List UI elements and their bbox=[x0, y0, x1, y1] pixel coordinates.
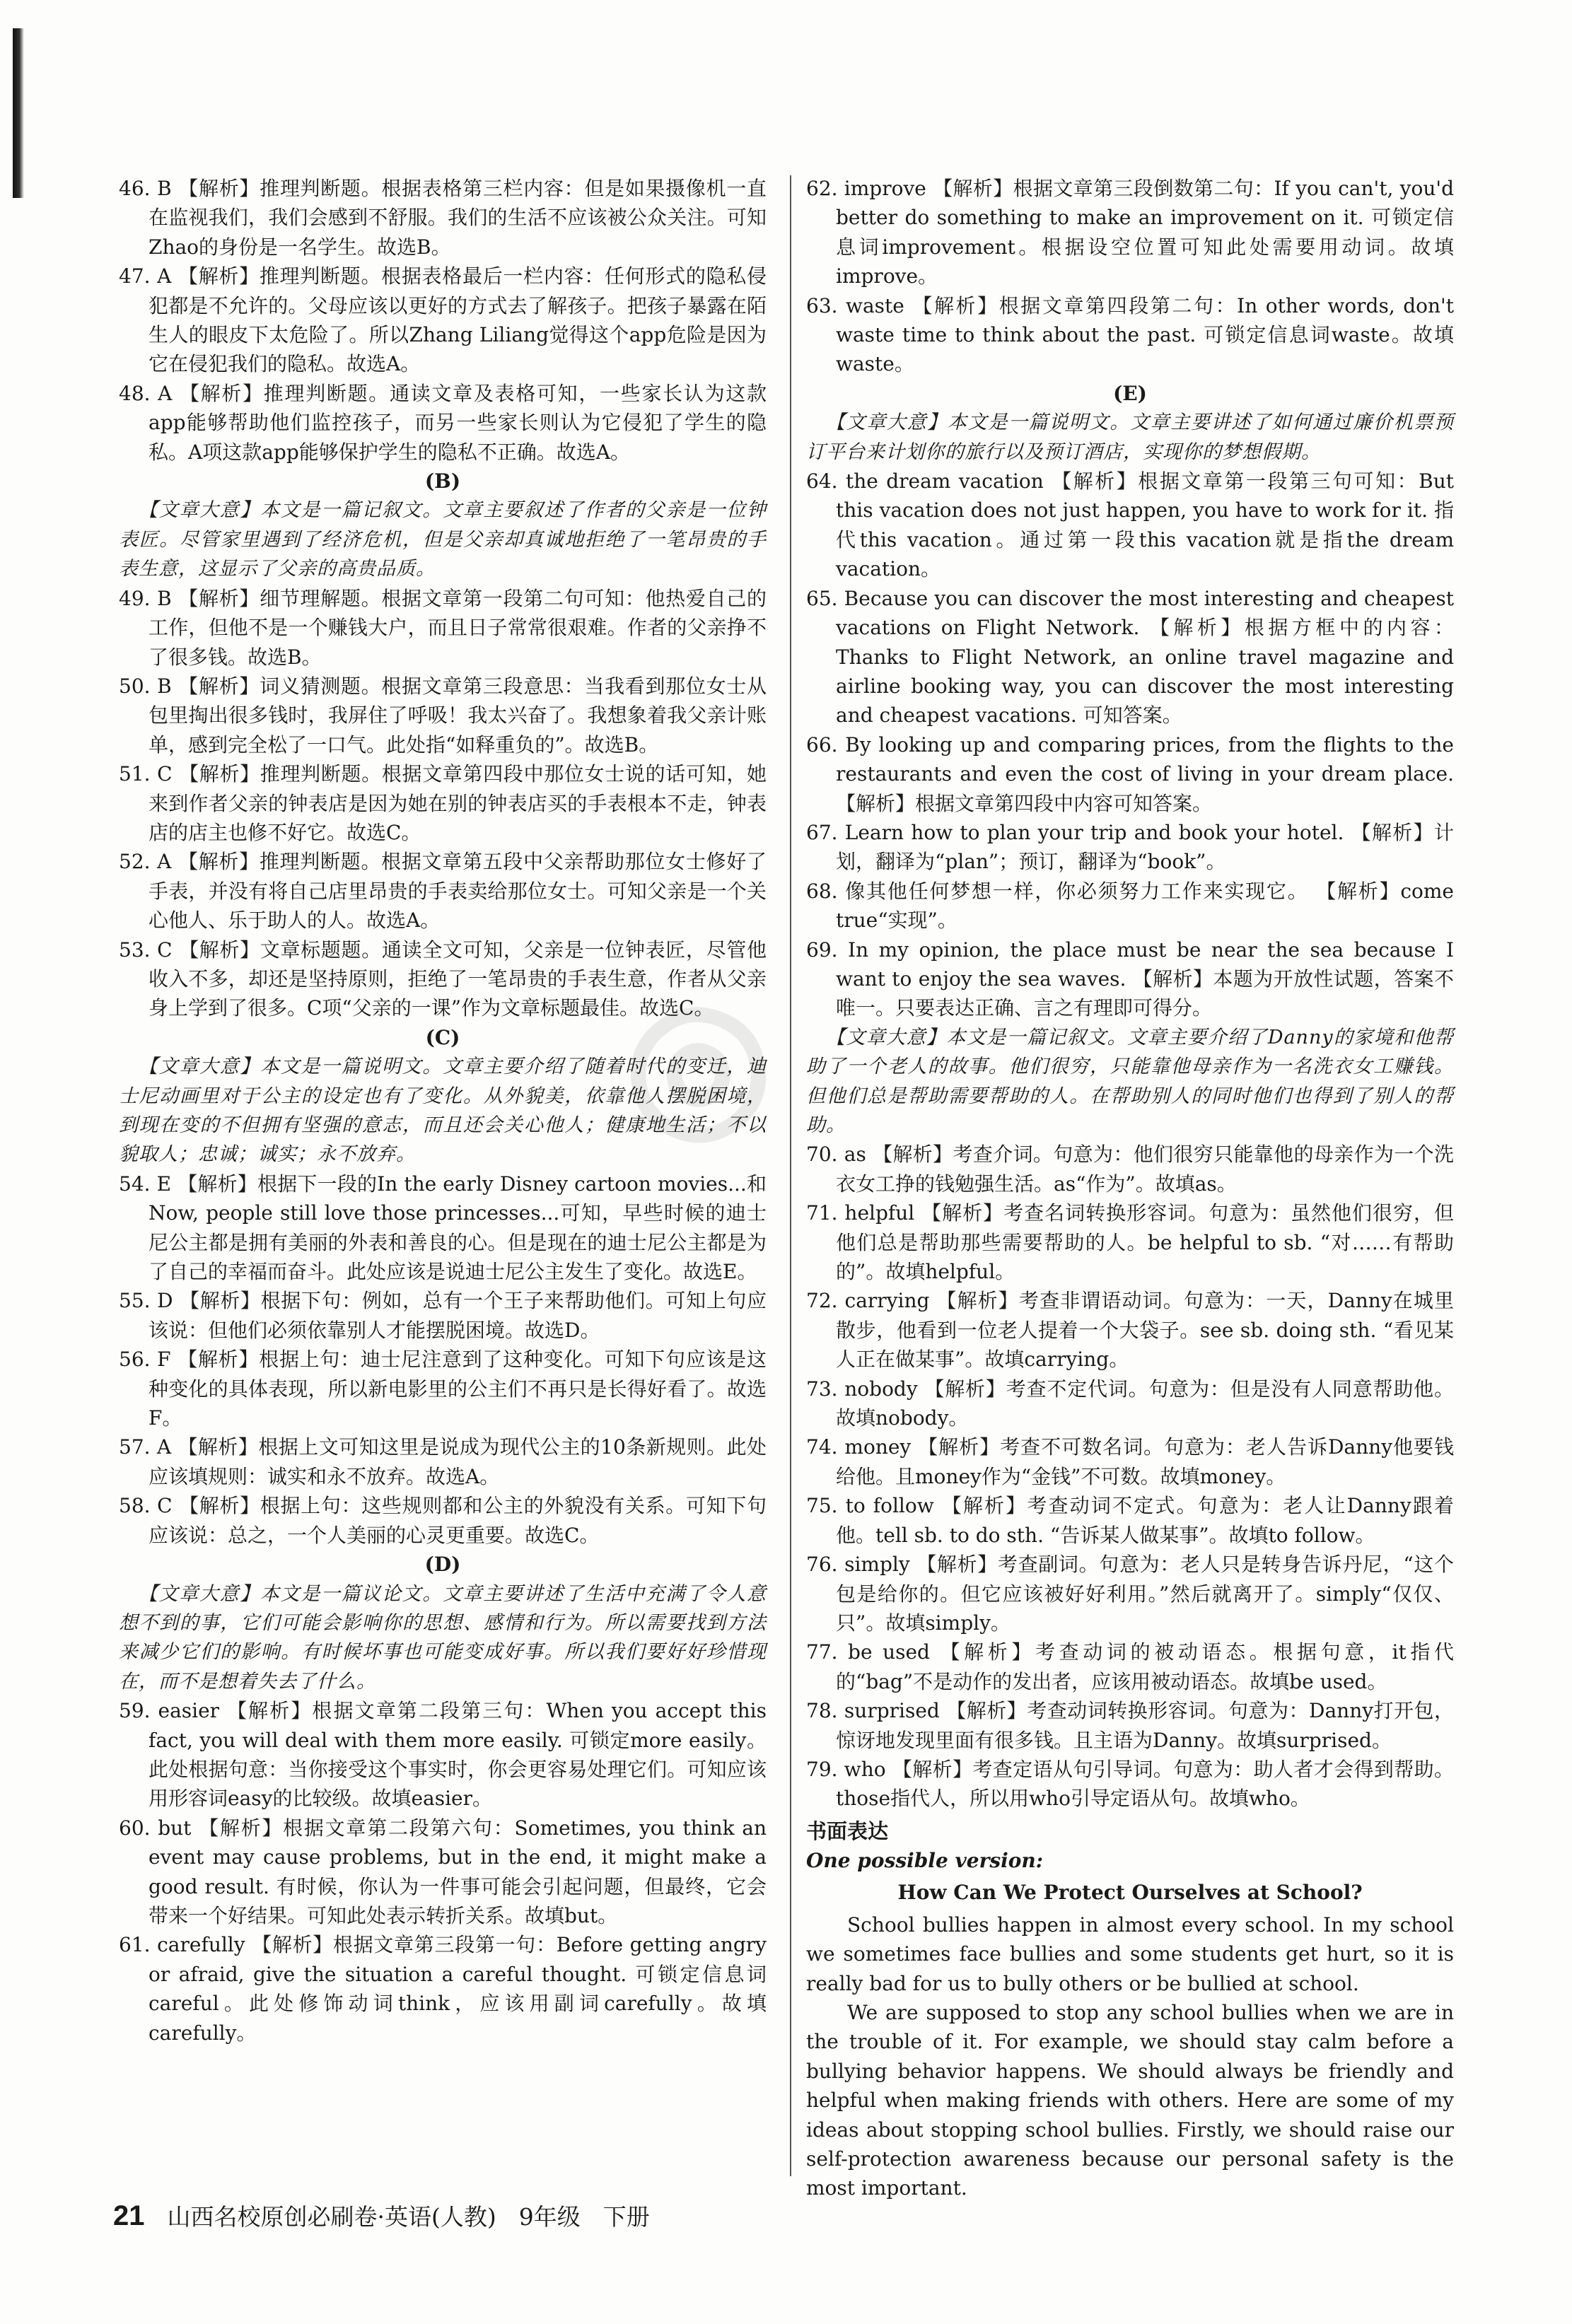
section-heading-b: (B) bbox=[424, 469, 461, 494]
answer-46: 46. B 【解析】推理判断题。根据表格第三栏内容：但是如果摄像机一直在监视我们，我们会感到不舒服。我们的生活不应该被公众关注。可知Zhao的身份是一名学生。故选B。 bbox=[119, 177, 767, 259]
essay-version-label: One possible version: bbox=[806, 1848, 1044, 1872]
answer-62: 62. improve 【解析】根据文章第三段倒数第二句：If you can't, you'd better do something to make an improvement on it. 可锁定信息词improvement。根据设空位置可知此处需要用动词。故填improve。 bbox=[806, 177, 1454, 288]
answer-64: 64. the dream vacation 【解析】根据文章第一段第三句可知：But this vacation does not just happen, you have to work for it. 指代this vacation。通过第一段this vacation就是指the dream vacation。 bbox=[806, 469, 1454, 581]
page-footer bbox=[113, 2199, 650, 2232]
answer-67: 67. Learn how to plan your trip and book your hotel. 【解析】计划，翻译为“plan”；预订，翻译为“book”。 bbox=[806, 820, 1454, 874]
column-divider bbox=[790, 175, 791, 2176]
answer-48: 48. A 【解析】推理判断题。通读文章及表格可知，一些家长认为这款app能够帮助他们监控孩子，而另一些家长则认为它侵犯了学生的隐私。A项这款app能够保护学生的隐私不正确。故选A。 bbox=[119, 381, 767, 464]
answer-55: 55. D 【解析】根据下句：例如，总有一个王子来帮助他们。可知上句应该说：但他们必须依靠别人才能摆脱困境。故选D。 bbox=[119, 1289, 767, 1342]
answer-71: 71. helpful 【解析】考查名词转换形容词。句意为：虽然他们很穷，但他们总是帮助那些需要帮助的人。be helpful to sb. “对……有帮助的”。故填helpful。 bbox=[806, 1201, 1454, 1284]
answer-66: 66. By looking up and comparing prices, from the flights to the restaurants and even the cost of living in your dream place. 【解析】根据文章第四段中内容可知答案。 bbox=[806, 732, 1454, 815]
answer-76: 76. simply 【解析】考查副词。句意为：老人只是转身告诉丹尼，“这个包是给你的。但它应该被好好利用。”然后就离开了。simply“仅仅、只”。故填simply。 bbox=[806, 1553, 1454, 1635]
right-column bbox=[806, 174, 1454, 2203]
answer-75: 75. to follow 【解析】考查动词不定式。句意为：老人让Danny跟着他。tell sb. to do sth. “告诉某人做某事”。故填to follow。 bbox=[806, 1494, 1454, 1547]
essay-paragraph-2: We are supposed to stop any school bullies when we are in the trouble of it. For example, we should stay calm before a bullying behavior happens. We should always be friendly and helpful when making friends with others. Here are some of my ideas about stopping school bullies. Firstly, we should raise our self-protection awareness because our personal safety is the most important. bbox=[806, 2000, 1454, 2200]
answer-74: 74. money 【解析】考查不可数名词。句意为：老人告诉Danny他要钱给他。且money作为“金钱”不可数。故填money。 bbox=[806, 1435, 1454, 1488]
answer-73: 73. nobody 【解析】考查不定代词。句意为：但是没有人同意帮助他。故填nobody。 bbox=[806, 1377, 1454, 1430]
section-heading-e: (E) bbox=[1113, 381, 1147, 405]
answer-63: 63. waste 【解析】根据文章第四段第二句：In other words, don't waste time to think about the past. 可锁定信息词waste。故填waste。 bbox=[806, 293, 1454, 376]
answer-79: 79. who 【解析】考查定语从句引导词。句意为：助人者才会得到帮助。those指代人，所以用who引导定语从句。故填who。 bbox=[806, 1757, 1454, 1811]
answer-52: 52. A 【解析】推理判断题。根据文章第五段中父亲帮助那位女士修好了手表，并没有将自己店里昂贵的手表卖给那位女士。可知父亲是一个关心他人、乐于助人的人。故选A。 bbox=[119, 850, 767, 933]
answer-47: 47. A 【解析】推理判断题。根据表格最后一栏内容：任何形式的隐私侵犯都是不允许的。父母应该以更好的方式去了解孩子。把孩子暴露在陌生人的眼皮下太危险了。所以Zhang Liliang觉得这个app危险是因为它在侵犯我们的隐私。故选A。 bbox=[119, 264, 767, 376]
essay-paragraph-1: School bullies happen in almost every school. In my school we sometimes face bullies and some students get hurt, so it is really bad for us to bully others or be bullied at school. bbox=[806, 1913, 1454, 1995]
answer-72: 72. carrying 【解析】考查非谓语动词。句意为：一天，Danny在城里散步，他看到一位老人提着一个大袋子。see sb. doing sth. “看见某人正在做某事”。故填carrying。 bbox=[806, 1289, 1454, 1372]
summary-f: 【文章大意】本文是一篇记叙文。文章主要介绍了Danny的家境和他帮助了一个老人的故事。他们很穷，只能靠他母亲作为一名洗衣女工赚钱。但他们总是帮助需要帮助的人。在帮助别人的同时他们也得到了别人的帮助。 bbox=[806, 1026, 1454, 1136]
section-heading-c: (C) bbox=[425, 1025, 460, 1049]
answer-68: 68. 像其他任何梦想一样，你必须努力工作来实现它。 【解析】come true“实现”。 bbox=[806, 879, 1454, 933]
left-column bbox=[119, 174, 767, 2048]
essay-title: How Can We Protect Ourselves at School? bbox=[897, 1880, 1363, 1904]
grade-label: 9年级 bbox=[518, 2203, 581, 2231]
answer-59: 59. easier 【解析】根据文章第二段第三句：When you accept this fact, you will deal with them more easily. 可锁定more easily。此处根据句意：当你接受这个事实时，你会更容易处理它们。可知应该用形容词easy的比较级。故填easier。 bbox=[119, 1699, 767, 1811]
summary-e: 【文章大意】本文是一篇说明文。文章主要讲述了如何通过廉价机票预订平台来计划你的旅行以及预订酒店，实现你的梦想假期。 bbox=[806, 411, 1454, 463]
volume-label: 下册 bbox=[602, 2203, 650, 2231]
page-number: 21 bbox=[113, 2200, 145, 2231]
answer-78: 78. surprised 【解析】考查动词转换形容词。句意为：Danny打开包，惊讶地发现里面有很多钱。且主语为Danny。故填surprised。 bbox=[806, 1699, 1454, 1752]
section-heading-d: (D) bbox=[424, 1553, 461, 1577]
answer-53: 53. C 【解析】文章标题题。通读全文可知，父亲是一位钟表匠，尽管他收入不多，却还是坚持原则，拒绝了一笔昂贵的手表生意，作者从父亲身上学到了很多。C项“父亲的一课”作为文章标题最佳。故选C。 bbox=[119, 938, 767, 1020]
answer-50: 50. B 【解析】词义猜测题。根据文章第三段意思：当我看到那位女士从包里掏出很多钱时，我屏住了呼吸！我太兴奋了。我想象着我父亲计账单，感到完全松了一口气。此处指“如释重负的”。故选B。 bbox=[119, 674, 767, 757]
answer-57: 57. A 【解析】根据上文可知这里是说成为现代公主的10条新规则。此处应该填规则：诚实和永不放弃。故选A。 bbox=[119, 1435, 767, 1488]
writing-section-label: 书面表达 bbox=[806, 1818, 889, 1843]
answer-56: 56. F 【解析】根据上句：迪士尼注意到了这种变化。可知下句应该是这种变化的具体表现，所以新电影里的公主们不再只是长得好看了。故选F。 bbox=[119, 1348, 767, 1430]
summary-c: 【文章大意】本文是一篇说明文。文章主要介绍了随着时代的变迁，迪士尼动画里对于公主的设定也有了变化。从外貌美，依靠他人摆脱困境，到现在变的不但拥有坚强的意志，而且还会关心他人；健康地生活；不以貌取人；忠诚；诚实；永不放弃。 bbox=[119, 1056, 767, 1166]
answer-61: 61. carefully 【解析】根据文章第三段第一句：Before getting angry or afraid, give the situation a careful thought. 可锁定信息词careful。此处修饰动词think，应该用副词carefully。故填carefully。 bbox=[119, 1933, 767, 2045]
answer-49: 49. B 【解析】细节理解题。根据文章第一段第二句可知：他热爱自己的工作，但他不是一个赚钱大户，而且日子常常很艰难。作者的父亲挣不了很多钱。故选B。 bbox=[119, 586, 767, 669]
answer-77: 77. be used 【解析】考查动词的被动语态。根据句意，it指代的“bag”不是动作的发出者，应该用被动语态。故填be used。 bbox=[806, 1640, 1454, 1693]
answer-51: 51. C 【解析】推理判断题。根据文章第四段中那位女士说的话可知，她来到作者父亲的钟表店是因为她在别的钟表店买的手表根本不走，钟表店的店主也修不好它。故选C。 bbox=[119, 762, 767, 844]
book-title: 山西名校原创必刷卷·英语(人教) bbox=[167, 2203, 496, 2231]
summary-b: 【文章大意】本文是一篇记叙文。文章主要叙述了作者的父亲是一位钟表匠。尽管家里遇到了经济危机，但是父亲却真诚地拒绝了一笔昂贵的手表生意，这显示了父亲的高贵品质。 bbox=[119, 499, 767, 580]
watermark-logo: ◎ bbox=[610, 956, 784, 1165]
answer-69: 69. In my opinion, the place must be near the sea because I want to enjoy the sea waves. 【解析】本题为开放性试题，答案不唯一。只要表达正确、言之有理即可得分。 bbox=[806, 938, 1454, 1020]
answer-54: 54. E 【解析】根据下一段的In the early Disney cartoon movies...和Now, people still love those princesses...可知，早些时候的迪士尼公主都是拥有美丽的外表和善良的心。但是现在的迪士尼公主都是为了自己的幸福而奋斗。此处应该是说迪士尼公主发生了变化。故选E。 bbox=[119, 1172, 767, 1284]
answer-65: 65. Because you can discover the most interesting and cheapest vacations on Flight Network. 【解析】根据方框中的内容：Thanks to Flight Network, an online travel magazine and airline booking way, you can discover the most interesting and cheapest vacations. 可知答案。 bbox=[806, 586, 1454, 728]
binding-edge bbox=[13, 28, 24, 198]
answer-60: 60. but 【解析】根据文章第二段第六句：Sometimes, you think an event may cause problems, but in the end, it might make a good result. 有时候，你认为一件事可能会引起问题，但最终，它会带来一个好结果。可知此处表示转折关系。故填but。 bbox=[119, 1816, 767, 1927]
answer-70: 70. as 【解析】考查介词。句意为：他们很穷只能靠他的母亲作为一个洗衣女工挣的钱勉强生活。as“作为”。故填as。 bbox=[806, 1143, 1454, 1196]
summary-d: 【文章大意】本文是一篇议论文。文章主要讲述了生活中充满了令人意想不到的事，它们可能会影响你的思想、感情和行为。所以需要找到方法来减少它们的影响。有时候坏事也可能变成好事。所以我们要好好珍惜现在，而不是想着失去了什么。 bbox=[119, 1582, 767, 1693]
answer-58: 58. C 【解析】根据上句：这些规则都和公主的外貌没有关系。可知下句应该说：总之，一个人美丽的心灵更重要。故选C。 bbox=[119, 1494, 767, 1547]
